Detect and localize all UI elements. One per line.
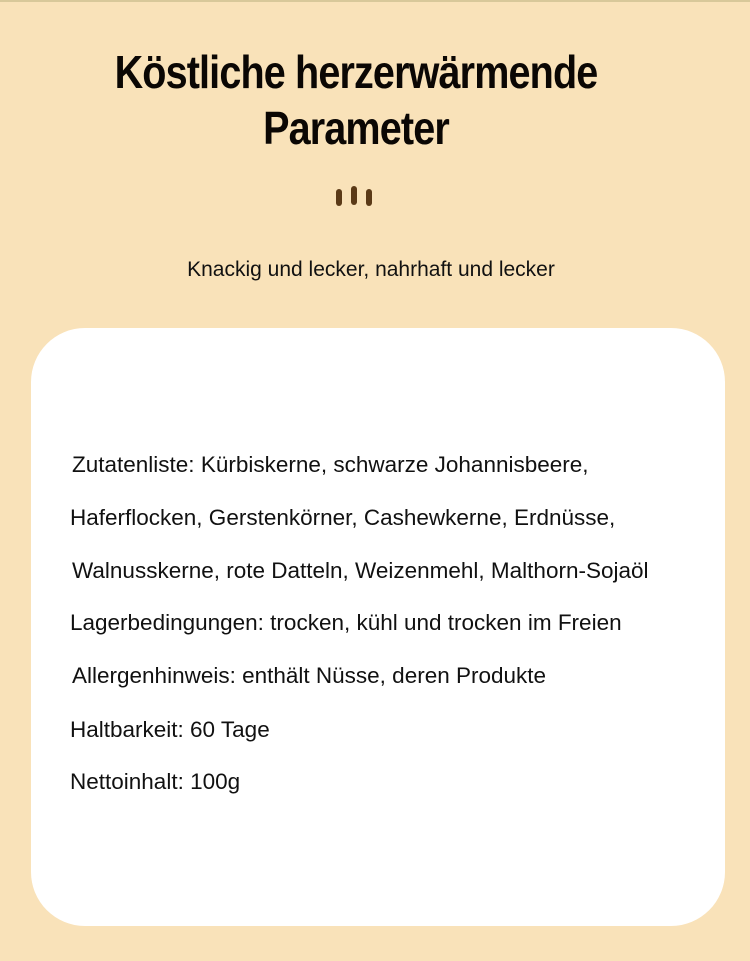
subtitle: Knackig und lecker, nahrhaft und lecker bbox=[187, 258, 555, 281]
title-line-1: Köstliche herzerwärmende bbox=[114, 46, 598, 98]
param-line: Haferflocken, Gerstenkörner, Cashewkerne, Erdnüsse, bbox=[70, 505, 616, 530]
param-line: Haltbarkeit: 60 Tage bbox=[70, 717, 270, 742]
top-border bbox=[0, 0, 750, 2]
title-line-2: Parameter bbox=[263, 102, 449, 154]
param-line: Allergenhinweis: enthält Nüsse, deren Produkte bbox=[72, 663, 547, 688]
param-line: Zutatenliste: Kürbiskerne, schwarze Johannisbeere, bbox=[72, 452, 589, 477]
param-line: Nettoinhalt: 100g bbox=[70, 769, 241, 794]
page-title bbox=[50, 44, 662, 156]
decorative-divider-icon bbox=[335, 185, 375, 207]
param-line: Walnusskerne, rote Datteln, Weizenmehl, Malthorn-Sojaöl bbox=[72, 558, 649, 583]
param-line: Lagerbedingungen: trocken, kühl und trocken im Freien bbox=[70, 610, 622, 635]
